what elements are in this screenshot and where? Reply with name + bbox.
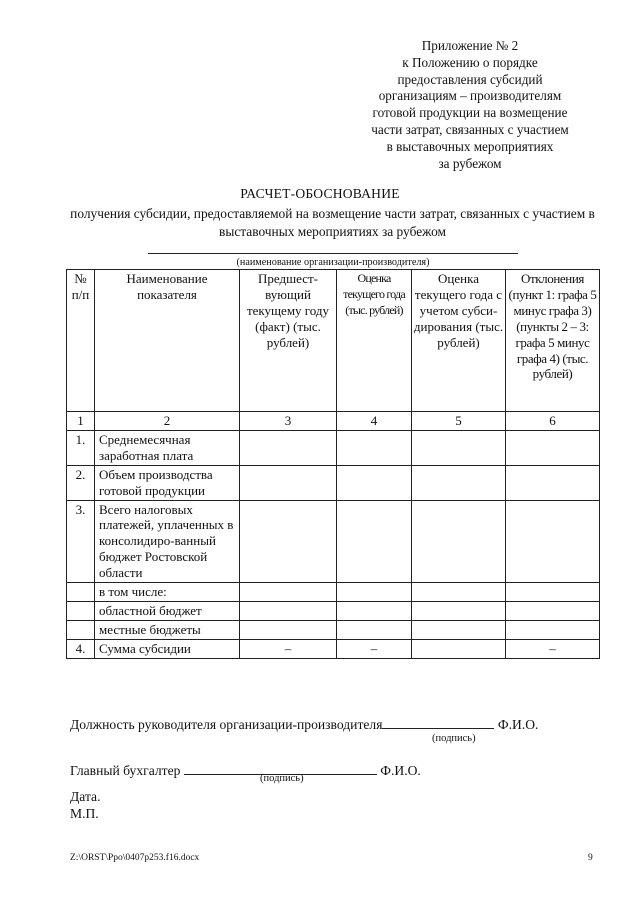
- footer-page-number: 9: [588, 853, 593, 863]
- row-number: 3.: [67, 500, 95, 583]
- cell-deviation[interactable]: [506, 465, 600, 500]
- annex-line: организациям – производителям: [378, 88, 562, 104]
- cell-previous-year[interactable]: [240, 583, 337, 602]
- annex-line: части затрат, связанных с участием: [371, 121, 569, 137]
- organization-name-caption: (наименование организации-производителя): [236, 257, 430, 268]
- cell-with-subsidy[interactable]: [412, 601, 506, 620]
- table-header-row: [67, 270, 600, 412]
- accountant-signature-caption: (подпись): [260, 773, 304, 784]
- cell-deviation[interactable]: –: [506, 639, 600, 658]
- row-number: [67, 583, 95, 602]
- document-title: РАСЧЕТ-ОБОСНОВАНИЕ: [240, 186, 400, 201]
- table-row: [67, 620, 600, 639]
- row-number: 1.: [67, 430, 95, 465]
- table-row: [67, 430, 600, 465]
- column-number: 3: [240, 412, 337, 431]
- cell-deviation[interactable]: [506, 500, 600, 583]
- cell-current-year[interactable]: [337, 465, 412, 500]
- row-indicator-name: Объем производства готовой продукции: [95, 465, 240, 500]
- head-position-label: Должность руководителя организации-производителя: [70, 717, 383, 732]
- footer-file-path: Z:\ORST\Ppo\0407p253.f16.docx: [70, 853, 200, 863]
- cell-with-subsidy[interactable]: [412, 583, 506, 602]
- row-number: [67, 601, 95, 620]
- column-number: 2: [95, 412, 240, 431]
- head-signature-caption: (подпись): [432, 733, 476, 744]
- row-number: [67, 620, 95, 639]
- annex-line: к Положению о порядке: [402, 54, 538, 70]
- cell-current-year[interactable]: [337, 500, 412, 583]
- cell-with-subsidy[interactable]: [412, 500, 506, 583]
- column-number: 4: [337, 412, 412, 431]
- cell-previous-year[interactable]: [240, 465, 337, 500]
- row-indicator-name: Сумма субсидии: [95, 639, 240, 658]
- cell-with-subsidy[interactable]: [412, 620, 506, 639]
- table-row: [67, 465, 600, 500]
- cell-previous-year[interactable]: [240, 601, 337, 620]
- accountant-fio-label: Ф.И.О.: [380, 763, 421, 778]
- cell-deviation[interactable]: [506, 601, 600, 620]
- organization-name-line[interactable]: [148, 253, 518, 254]
- accountant-label: Главный бухгалтер: [70, 763, 181, 778]
- column-number: 1: [67, 412, 95, 431]
- header-indicator-name: Наименование показателя: [95, 270, 240, 412]
- cell-previous-year[interactable]: [240, 500, 337, 583]
- row-indicator-name: в том числе:: [95, 583, 240, 602]
- table-row: [67, 601, 600, 620]
- cell-with-subsidy[interactable]: [412, 639, 506, 658]
- table-row: [67, 583, 600, 602]
- cell-current-year[interactable]: [337, 620, 412, 639]
- cell-previous-year[interactable]: [240, 620, 337, 639]
- table-row: [67, 639, 600, 658]
- annex-line: в выставочных мероприятиях: [386, 138, 554, 154]
- row-number: 4.: [67, 639, 95, 658]
- document-subtitle: получения субсидии, предоставляемой на возмещение части затрат, связанных с участием в выставочных мероприятиях за рубежом: [70, 206, 595, 239]
- cell-deviation[interactable]: [506, 583, 600, 602]
- table-row: [67, 500, 600, 583]
- head-signature-line: [70, 716, 538, 733]
- annex-line: предоставления субсидий: [397, 71, 543, 87]
- stamp-label: М.П.: [70, 806, 99, 821]
- cell-with-subsidy[interactable]: [412, 430, 506, 465]
- header-deviations: Отклонения (пункт 1: графа 5 минус графа 3) (пункты 2 – 3: графа 5 минус графа 4) (тыс. рублей): [506, 270, 600, 412]
- calculation-table: [66, 269, 600, 659]
- header-previous-year: Предшест-вующий текущему году (факт) (тыс. рублей): [240, 270, 337, 412]
- row-number: 2.: [67, 465, 95, 500]
- annex-block: [352, 38, 588, 172]
- row-indicator-name: местные бюджеты: [95, 620, 240, 639]
- cell-current-year[interactable]: [337, 601, 412, 620]
- cell-with-subsidy[interactable]: [412, 465, 506, 500]
- date-label: Дата.: [70, 789, 101, 804]
- accountant-signature-line: [70, 762, 421, 779]
- cell-previous-year[interactable]: –: [240, 639, 337, 658]
- cell-current-year[interactable]: –: [337, 639, 412, 658]
- annex-line: Приложение № 2: [421, 38, 519, 53]
- annex-line: за рубежом: [438, 155, 502, 171]
- head-fio-label: Ф.И.О.: [497, 717, 539, 732]
- head-signature-field[interactable]: [382, 716, 494, 729]
- row-indicator-name: Всего налоговых платежей, уплаченных в консолидиро-ванный бюджет Ростовской области: [95, 500, 240, 583]
- header-number: № п/п: [67, 270, 95, 412]
- annex-line: готовой продукции на возмещение: [372, 105, 568, 121]
- row-indicator-name: областной бюджет: [95, 601, 240, 620]
- cell-deviation[interactable]: [506, 620, 600, 639]
- header-current-year-estimate: Оценка текущего года (тыс. рублей): [337, 270, 412, 412]
- header-estimate-with-subsidy: Оценка текущего года с учетом субси-дирования (тыс. рублей): [412, 270, 506, 412]
- cell-deviation[interactable]: [506, 430, 600, 465]
- cell-current-year[interactable]: [337, 430, 412, 465]
- column-number-row: [67, 412, 600, 431]
- column-number: 6: [506, 412, 600, 431]
- cell-current-year[interactable]: [337, 583, 412, 602]
- cell-previous-year[interactable]: [240, 430, 337, 465]
- row-indicator-name: Среднемесячная заработная плата: [95, 430, 240, 465]
- column-number: 5: [412, 412, 506, 431]
